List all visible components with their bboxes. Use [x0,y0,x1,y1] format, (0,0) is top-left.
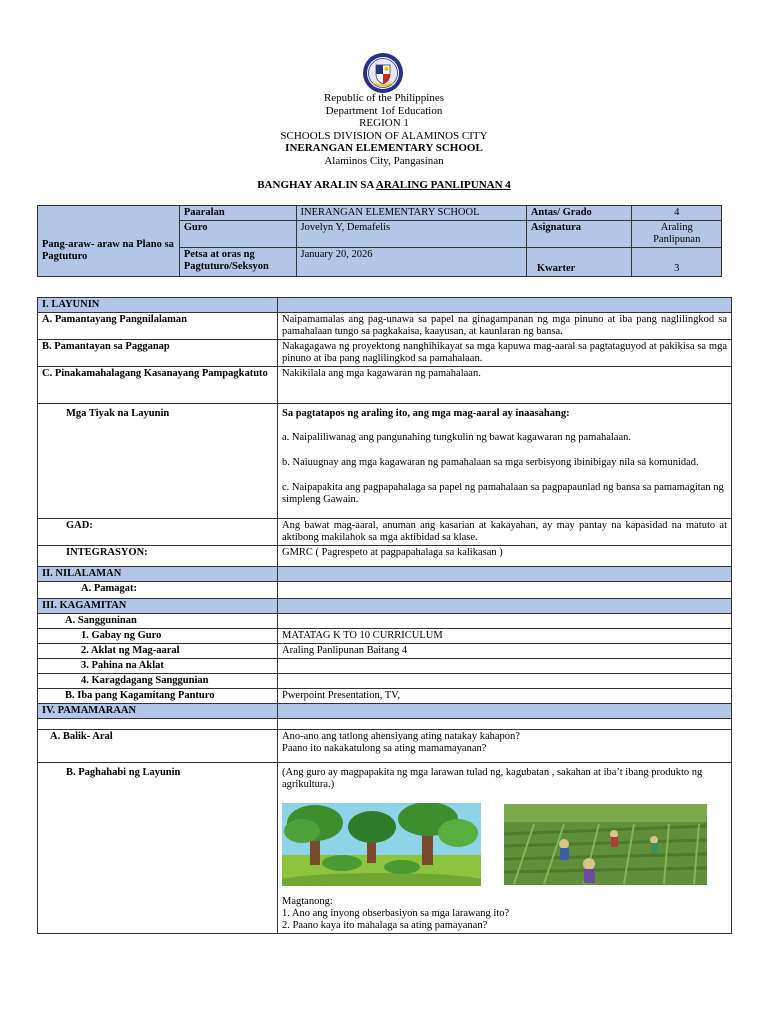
deped-seal-logo [362,52,404,94]
header-division: SCHOOLS DIVISION OF ALAMINOS CITY [280,129,488,142]
layunin-heading: I. LAYUNIN [38,298,278,313]
paghahabi-cell [278,763,732,934]
tiyak-c: c. Naipapakita ang pagpapahalaga sa papel ng pamahalaan sa pagpapaunlad ng bansa sa pamamagitan ng simpleng Gawain. [282,482,724,505]
kagamitan-heading: III. KAGAMITAN [38,599,278,614]
header-address: Alaminos City, Pangasinan [324,154,444,167]
paaralan-label: Paaralan [179,206,296,221]
pamantayang-pangnilalaman-label: A. Pamantayang Pangnilalaman [38,313,278,340]
pamagat-label: A. Pamagat: [38,582,278,599]
header-department: Department 1of Education [325,104,443,117]
nilalaman-heading: II. NILALAMAN [38,567,278,582]
kwarter-label: Kwarter [526,248,632,277]
pamantayan-pagganap-value: Nakagagawa ng proyektong nanghihikayat sa mga kapuwa mag-aaral sa pagtataguyod at pakikisa sa mga pinuno at iba pang naglilingkod sa pamahalaan. [278,340,732,367]
tiyak-layunin-cell [278,404,732,519]
spacer-row-left [38,719,278,730]
kasanayan-label: C. Pinakamahalagang Kasanayang Pampagkatuto [38,367,278,404]
header-region: REGION 1 [359,117,409,129]
pahina-label: 3. Pahina na Aklat [38,659,278,674]
tiyak-a: a. Naipaliliwanag ang pangunahing tungkulin ng bawat kagawaran ng pamahalaan. [282,432,632,443]
asignatura-label: Asignatura [526,221,632,248]
plan-label: Pang-araw- araw na Plano sa Pagtuturo [38,206,180,277]
pamagat-value [278,582,732,599]
spacer-row-right [278,719,732,730]
paghahabi-intro: (Ang guro ay magpapakita ng mga larawan tulad ng, kagubatan , sakahan at iba’t ibang produkto ng agrikultura.) [282,767,703,790]
gabay-guro-value: MATATAG K TO 10 CURRICULUM [278,629,732,644]
title-prefix: BANGHAY ARALIN SA [257,179,376,191]
balik-aral-q1: Ano-ano ang tatlong ahensiyang ating natakay kahapon? [282,731,520,742]
gad-label: GAD: [38,519,278,546]
pamamaraan-heading: IV. PAMAMARAAN [38,704,278,719]
gad-value: Ang bawat mag-aaral, anuman ang kasarian at kakayahan, ay may pantay na kapasidad na matuto at aktibong makilahok sa mga aktibidad sa klase. [278,519,732,546]
integrasyon-label: INTEGRASYON: [38,546,278,567]
aklat-label: 2. Aklat ng Mag-aaral [38,644,278,659]
guro-value: Jovelyn Y, Demafelis [296,221,526,248]
sangguninan-label: A. Sangguninan [38,614,278,629]
pamantayang-pangnilalaman-value: Naipamamalas ang pag-unawa sa papel na ginagampanan ng mga pinuno at iba pang naglilingkod sa pamahalaan tungo sa pagkakaisa, kaayusan, at kaunlaran ng bansa. [278,313,732,340]
petsa-value: January 20, 2026 [296,248,526,277]
header-school: INERANGAN ELEMENTARY SCHOOL [285,142,483,154]
magtanong-q2: 2. Paano kaya ito mahalaga sa ating pamayanan? [282,920,488,931]
lesson-info-table [37,205,722,277]
iba-pang-value: Pwerpoint Presentation, TV, [278,689,732,704]
guro-label: Guro [179,221,296,248]
tiyak-layunin-label: Mga Tiyak na Layunin [38,404,278,519]
document-title [0,179,768,191]
gabay-guro-label: 1. Gabay ng Guro [38,629,278,644]
aklat-value: Araling Panlipunan Baitang 4 [278,644,732,659]
pamantayan-pagganap-label: B. Pamantayan sa Pagganap [38,340,278,367]
magtanong-label: Magtanong: [282,896,333,907]
paghahabi-label: B. Paghahabi ng Layunin [38,763,278,934]
paaralan-value: INERANGAN ELEMENTARY SCHOOL [296,206,526,221]
sangguninan-value [278,614,732,629]
title-subject: ARALING PANLIPUNAN 4 [375,179,511,191]
rice-field-photo [504,804,707,885]
header-block [0,92,768,167]
tiyak-intro: Sa pagtatapos ng araling ito, ang mga mag-aaral ay inaasahang: [282,408,570,419]
tiyak-b: b. Naiuugnay ang mga kagawaran ng pamahalaan sa mga serbisyong ibinibigay nila sa komunidad. [282,457,699,468]
karagdagang-value [278,674,732,689]
balik-aral-label: A. Balik- Aral [38,730,278,763]
layunin-heading-blank [278,298,732,313]
magtanong-q1: 1. Ano ang inyong obserbasiyon sa mga larawang ito? [282,908,510,919]
header-country: Republic of the Philippines [323,92,445,104]
pamamaraan-heading-blank [278,704,732,719]
balik-aral-cell [278,730,732,763]
kagamitan-heading-blank [278,599,732,614]
kwarter-value: 3 [632,248,722,277]
kasanayan-value: Nakikilala ang mga kagawaran ng pamahalaan. [278,367,732,404]
forest-illustration [282,803,481,886]
nilalaman-heading-blank [278,567,732,582]
integrasyon-value: GMRC ( Pagrespeto at pagpapahalaga sa kalikasan ) [278,546,732,567]
lesson-plan-table [37,297,732,934]
pahina-value [278,659,732,674]
balik-aral-q2: Paano ito nakakatulong sa ating mamamayanan? [282,743,487,754]
antas-label: Antas/ Grado [526,206,632,221]
karagdagang-label: 4. Karagdagang Sanggunian [38,674,278,689]
asignatura-value: Araling Panlipunan [632,221,722,248]
antas-value: 4 [632,206,722,221]
illustration-row [282,803,727,886]
iba-pang-label: B. Iba pang Kagamitang Panturo [38,689,278,704]
petsa-label: Petsa at oras ng Pagtuturo/Seksyon [179,248,296,277]
